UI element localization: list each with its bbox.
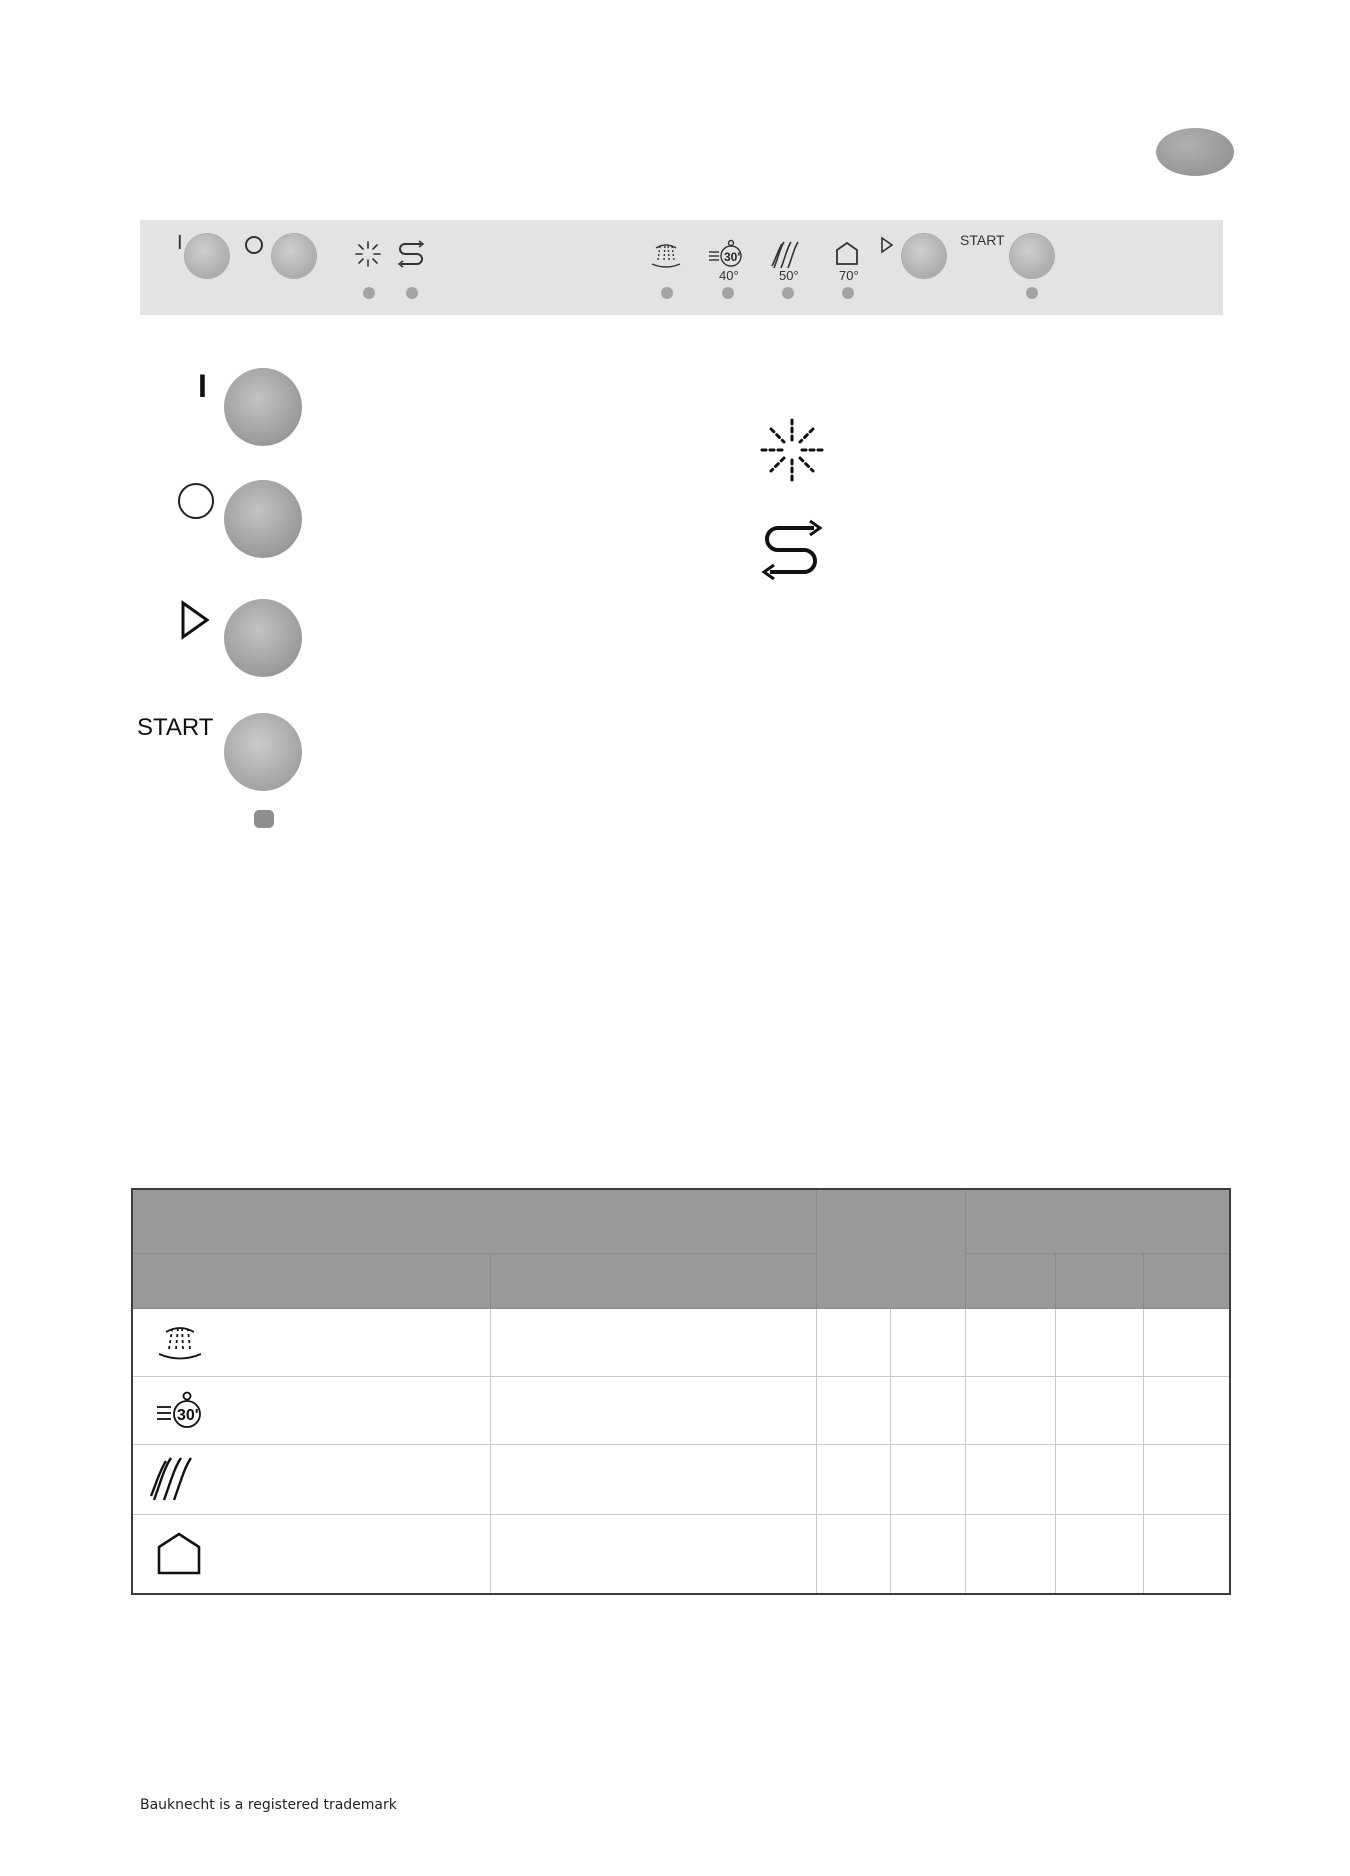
salt-led: [363, 287, 375, 299]
header-cell-a: [132, 1253, 490, 1308]
prewash-led: [661, 287, 673, 299]
salt-indicator-icon: [354, 240, 382, 268]
intensive-70-icon: [155, 1531, 490, 1577]
panel-start-button[interactable]: [1010, 234, 1054, 278]
quick-30-icon: [155, 1389, 490, 1431]
row-icon-cell: [132, 1308, 490, 1376]
table-header-row-1: [132, 1189, 1230, 1253]
table-row: [132, 1376, 1230, 1444]
program-select-large-icon: [180, 600, 210, 640]
panel-off-button[interactable]: [272, 234, 316, 278]
prewash-icon: [648, 240, 684, 270]
temp-70-label: 70°: [839, 268, 859, 283]
start-led: [1026, 287, 1038, 299]
table-header-row-2: [132, 1253, 1230, 1308]
header-cell-consumption: [966, 1189, 1230, 1253]
rinse-aid-indicator-icon: [397, 240, 427, 268]
table-row: [132, 1308, 1230, 1376]
on-symbol: I: [198, 368, 207, 404]
salt-large-icon: [760, 418, 824, 482]
start-label: START: [137, 714, 214, 741]
svg-text:30': 30': [724, 250, 741, 264]
rinse-aid-large-icon: [758, 518, 828, 580]
language-badge: [1156, 128, 1234, 176]
intensive-led: [842, 287, 854, 299]
quick-30-icon-text: 30': [177, 1407, 199, 1424]
panel-on-button[interactable]: [185, 234, 229, 278]
quick-led: [722, 287, 734, 299]
panel-off-icon: [245, 236, 263, 254]
table-row: [132, 1444, 1230, 1514]
off-button[interactable]: [224, 480, 302, 558]
eco-50-icon: [149, 1454, 490, 1504]
header-cell-b: [490, 1253, 816, 1308]
temp-50-label: 50°: [779, 268, 799, 283]
intensive-70-icon: [833, 240, 861, 268]
rinse-aid-led: [406, 287, 418, 299]
program-table: [131, 1188, 1231, 1595]
program-button[interactable]: [224, 599, 302, 677]
header-cell-d: [1055, 1253, 1143, 1308]
header-cell-group: [816, 1189, 965, 1308]
temp-40-label: 40°: [719, 268, 739, 283]
eco-50-icon: [770, 240, 804, 270]
table-row: [132, 1514, 1230, 1594]
start-indicator-led: [254, 810, 274, 828]
off-icon: [178, 483, 214, 519]
panel-program-button[interactable]: [902, 234, 946, 278]
trademark-note: Bauknecht is a registered trademark: [140, 1797, 397, 1813]
on-button[interactable]: [224, 368, 302, 446]
program-select-icon: [880, 236, 894, 254]
quick-30-icon: [707, 238, 749, 270]
row-icon-cell: [132, 1376, 490, 1444]
eco-led: [782, 287, 794, 299]
panel-on-symbol: I: [177, 232, 183, 254]
header-cell-c: [966, 1253, 1056, 1308]
row-icon-cell: [132, 1444, 490, 1514]
row-icon-cell: [132, 1514, 490, 1594]
start-button[interactable]: [224, 713, 302, 791]
panel-start-label: START: [960, 232, 1005, 248]
header-cell-program: [132, 1189, 816, 1253]
prewash-icon: [155, 1322, 490, 1362]
header-cell-e: [1143, 1253, 1230, 1308]
